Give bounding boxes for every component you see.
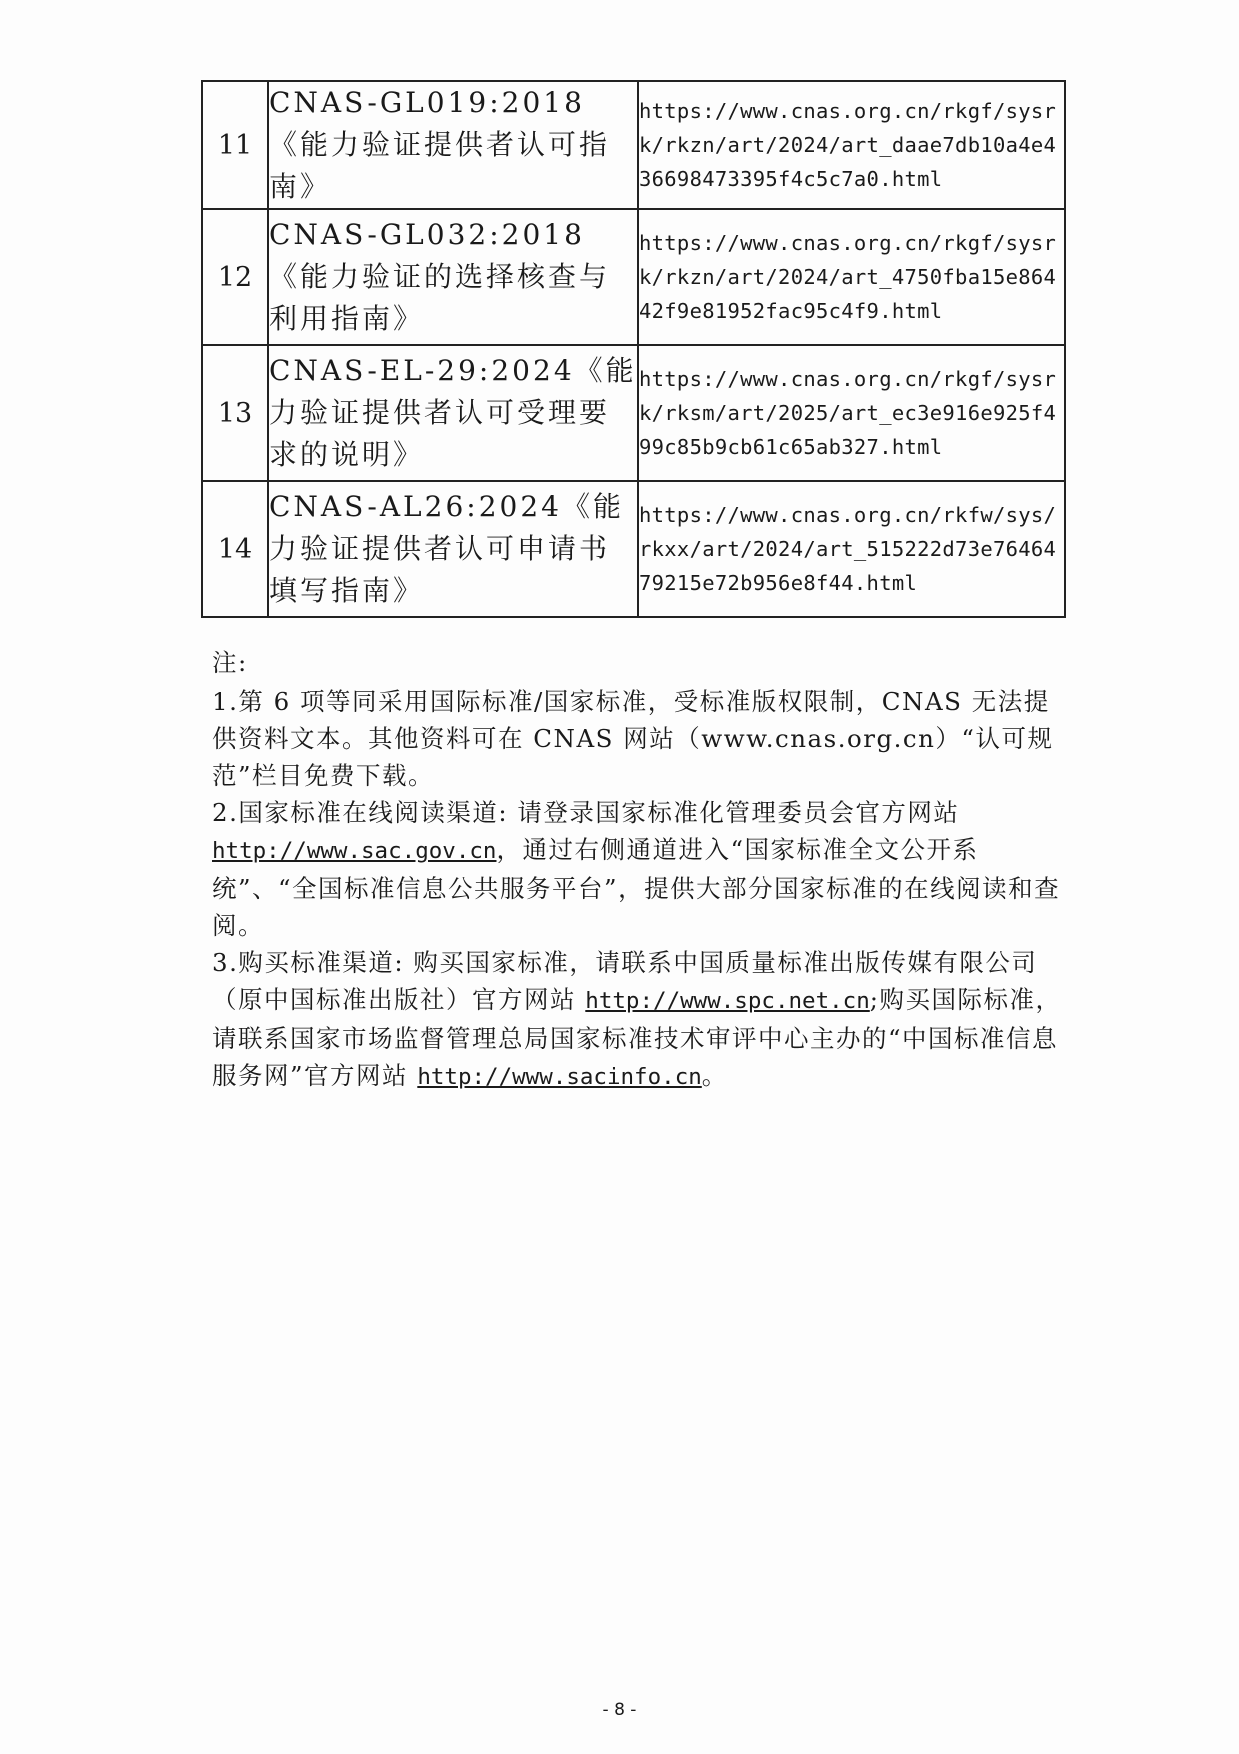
spc-website-link[interactable]: http://www.spc.net.cn	[585, 988, 870, 1014]
page-number: - 8 -	[602, 1700, 637, 1720]
document-title-cell: CNAS-GL032:2018《能力验证的选择核查与利用指南》	[268, 209, 638, 345]
note-3	[212, 944, 1062, 1096]
sacinfo-website-link[interactable]: http://www.sacinfo.cn	[417, 1064, 702, 1090]
document-title-cell: CNAS-AL26:2024《能力验证提供者认可申请书填写指南》	[268, 481, 638, 617]
document-url-cell[interactable]: https://www.cnas.org.cn/rkgf/sysrk/rksm/art/2025/art_ec3e916e925f499c85b9cb61c65ab327.html	[638, 345, 1065, 481]
note-2-text-cont: ，通过右侧通道进入“国家标准全文公开系统”、“全国标准信息公共服务平台”，提供大部分国家标准的在线阅读和查阅。	[212, 835, 1061, 940]
document-title-cell: CNAS-EL-29:2024《能力验证提供者认可受理要求的说明》	[268, 345, 638, 481]
note-1: 1.第 6 项等同采用国际标准/国家标准，受标准版权限制，CNAS 无法提供资料文本。其他资料可在 CNAS 网站（www.cnas.org.cn）“认可规范”栏目免费下载。	[212, 687, 1054, 790]
table-row	[202, 81, 1065, 209]
document-url-cell[interactable]: https://www.cnas.org.cn/rkgf/sysrk/rkzn/art/2024/art_4750fba15e86442f9e81952fac95c4f9.html	[638, 209, 1065, 345]
row-number: 14	[202, 481, 268, 617]
table-row	[202, 345, 1065, 481]
reference-table	[201, 80, 1066, 618]
document-url-cell[interactable]: https://www.cnas.org.cn/rkfw/sys/rkxx/art/2024/art_515222d73e7646479215e72b956e8f44.html	[638, 481, 1065, 617]
table-row	[202, 209, 1065, 345]
row-number: 13	[202, 345, 268, 481]
document-title-cell: CNAS-GL019:2018《能力验证提供者认可指南》	[268, 81, 638, 209]
note-3-text-end: 。	[701, 1061, 728, 1090]
row-number: 12	[202, 209, 268, 345]
note-3-text-mid: ;购买国际标准，请联系国家市场监督管理总局国家标准技术审评中心主办的“中国标准信息服务网”官方网站	[212, 985, 1062, 1090]
notes-title: 注:	[212, 648, 248, 677]
note-2	[212, 794, 1062, 944]
note-3-text: 3.购买标准渠道: 购买国家标准，请联系中国质量标准出版传媒有限公司（原中国标准出版社）官方网站	[212, 948, 1038, 1014]
row-number: 11	[202, 81, 268, 209]
document-url-cell[interactable]: https://www.cnas.org.cn/rkgf/sysrk/rkzn/art/2024/art_daae7db10a4e436698473395f4c5c7a0.html	[638, 81, 1065, 209]
note-2-text: 2.国家标准在线阅读渠道: 请登录国家标准化管理委员会官方网站	[212, 798, 960, 827]
sac-website-link[interactable]: http://www.sac.gov.cn	[212, 838, 497, 864]
table-row	[202, 481, 1065, 617]
notes-section	[212, 644, 1062, 1096]
